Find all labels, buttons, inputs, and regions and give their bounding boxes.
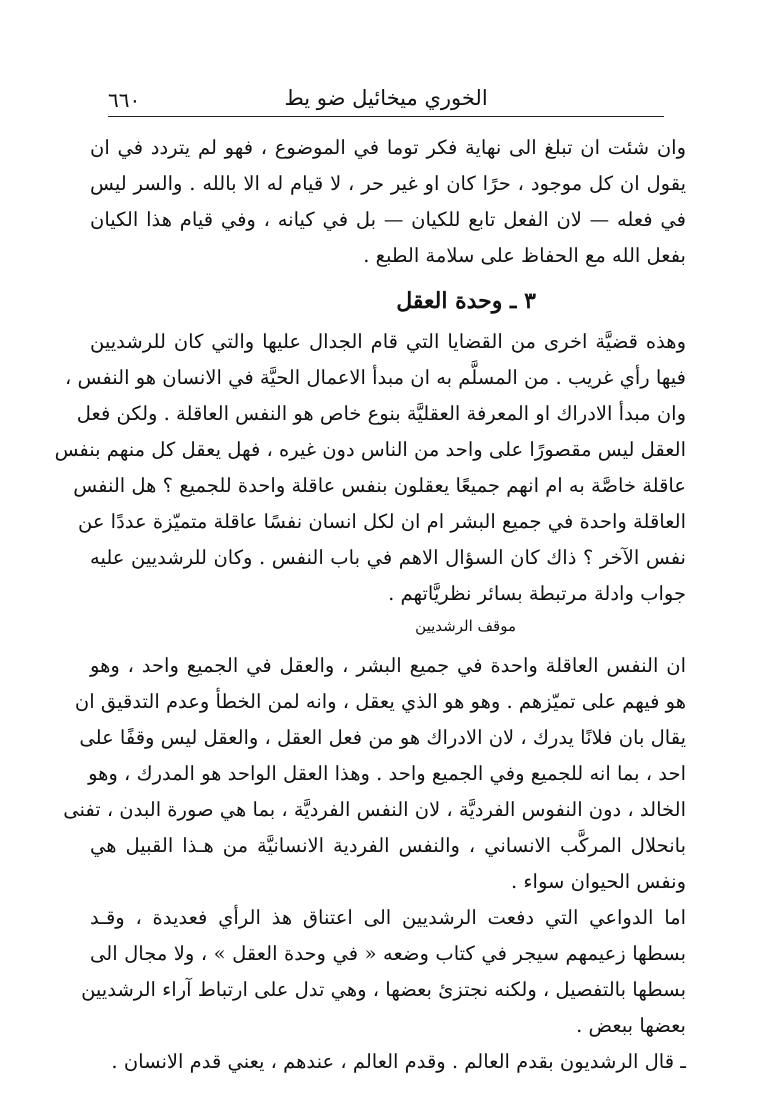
text-line: احد ، بما انه للجميع وفي الجميع واحد . وهذا العقل الواحد هو المدرك ، وهو: [88, 762, 686, 785]
text-line: الخالد ، دون النفوس الفرديَّة ، لان النفس الفرديَّة ، بما هي صورة البدن ، تفنى: [63, 798, 686, 821]
text-line: وان شئت ان تبلغ الى نهاية فكر توما في الموضوع ، فهو لم يتردد في ان: [90, 136, 686, 159]
text-line: بفعل الله مع الحفاظ على سلامة الطبع .: [363, 244, 686, 267]
text-line: يقال بان فلانًا يدرك ، لان الادراك هو من فعل العقل ، والعقل ليس وقفًا على: [79, 726, 686, 749]
paragraph-5: [90, 1044, 686, 1080]
text-line: في فعله — لان الفعل تابع للكيان — بل في كيانه ، وفي قيام هذا الكيان: [90, 208, 686, 231]
text-line: ـ قال الرشديون بقدم العالم . وقدم العالم ، عندهم ، يعني قدم الانسان .: [111, 1050, 686, 1073]
text-line: نفس الآخر ؟ ذاك كان السؤال الاهم في باب النفس . وكان للرشديين عليه: [90, 546, 686, 569]
text-line: جواب وادلة مرتبطة بسائر نظريَّاتهم .: [388, 582, 686, 605]
section-heading: ٣ ـ وحدة العقل: [396, 288, 536, 314]
text-line: وان مبدأ الادراك او المعرفة العقليَّة بنوع خاص هو النفس العاقلة . ولكن فعل: [76, 402, 686, 425]
page-header: [108, 86, 664, 117]
body-text: [54, 130, 686, 1080]
text-line: بسطها بالتفصيل ، ولكنه نجتزئ بعضها ، وهي تدل على ارتباط آراء الرشديين: [81, 978, 686, 1001]
paragraph-1: [90, 130, 686, 274]
text-line: هو فيهم على تميّزهم . وهو هو الذي يعقل ، وانه لمن الخطأ وعدم التدقيق ان: [74, 690, 686, 713]
text-line: ان النفس العاقلة واحدة في جميع البشر ، والعقل في الجميع واحد ، وهو: [90, 654, 686, 677]
text-line: اما الدواعي التي دفعت الرشديين الى اعتناق هذ الرأي فعديدة ، وقـد: [90, 906, 686, 929]
subheading: موقف الرشديين: [415, 617, 516, 635]
text-line: بانحلال المركَّب الانساني ، والنفس الفردية الانسانيَّة من هـذا القبيل هي: [90, 834, 686, 857]
text-line: العاقلة واحدة في جميع البشر ام ان لكل انسان نفسًا عاقلة متميّزة عددًا عن: [78, 510, 686, 533]
text-line: يقول ان كل موجود ، حرًا كان او غير حر ، لا قيام له الا بالله . والسر ليس: [90, 172, 686, 195]
paragraph-2: [54, 324, 686, 612]
text-line: بسطها زعيمهم سيجر في كتاب وضعه « في وحدة العقل » ، ولا مجال الى: [90, 942, 686, 965]
text-line: وهذه قضيَّة اخرى من القضايا التي قام الجدال عليها والتي كان للرشديين: [90, 330, 686, 353]
paragraph-3: [63, 648, 686, 900]
paragraph-4: [81, 900, 686, 1044]
page-number: ٦٦٠: [108, 88, 141, 112]
text-line: عاقلة خاصَّة به ام انهم جميعًا يعقلون بنفس عاقلة واحدة للجميع ؟ هل النفس: [73, 474, 686, 497]
text-line: العقل ليس مقصورًا على واحد من الناس دون غيره ، فهل يعقل كل منهم بنفس: [54, 438, 686, 461]
text-line: فيها رأي غريب . من المسلَّم به ان مبدأ الاعمال الحيَّة في الانسان هو النفس ،: [65, 366, 686, 389]
text-line: ونفس الحيوان سواء .: [510, 870, 686, 893]
running-title: الخوري ميخائيل ضو يط: [284, 86, 488, 110]
text-line: بعضها ببعض .: [576, 1014, 686, 1037]
